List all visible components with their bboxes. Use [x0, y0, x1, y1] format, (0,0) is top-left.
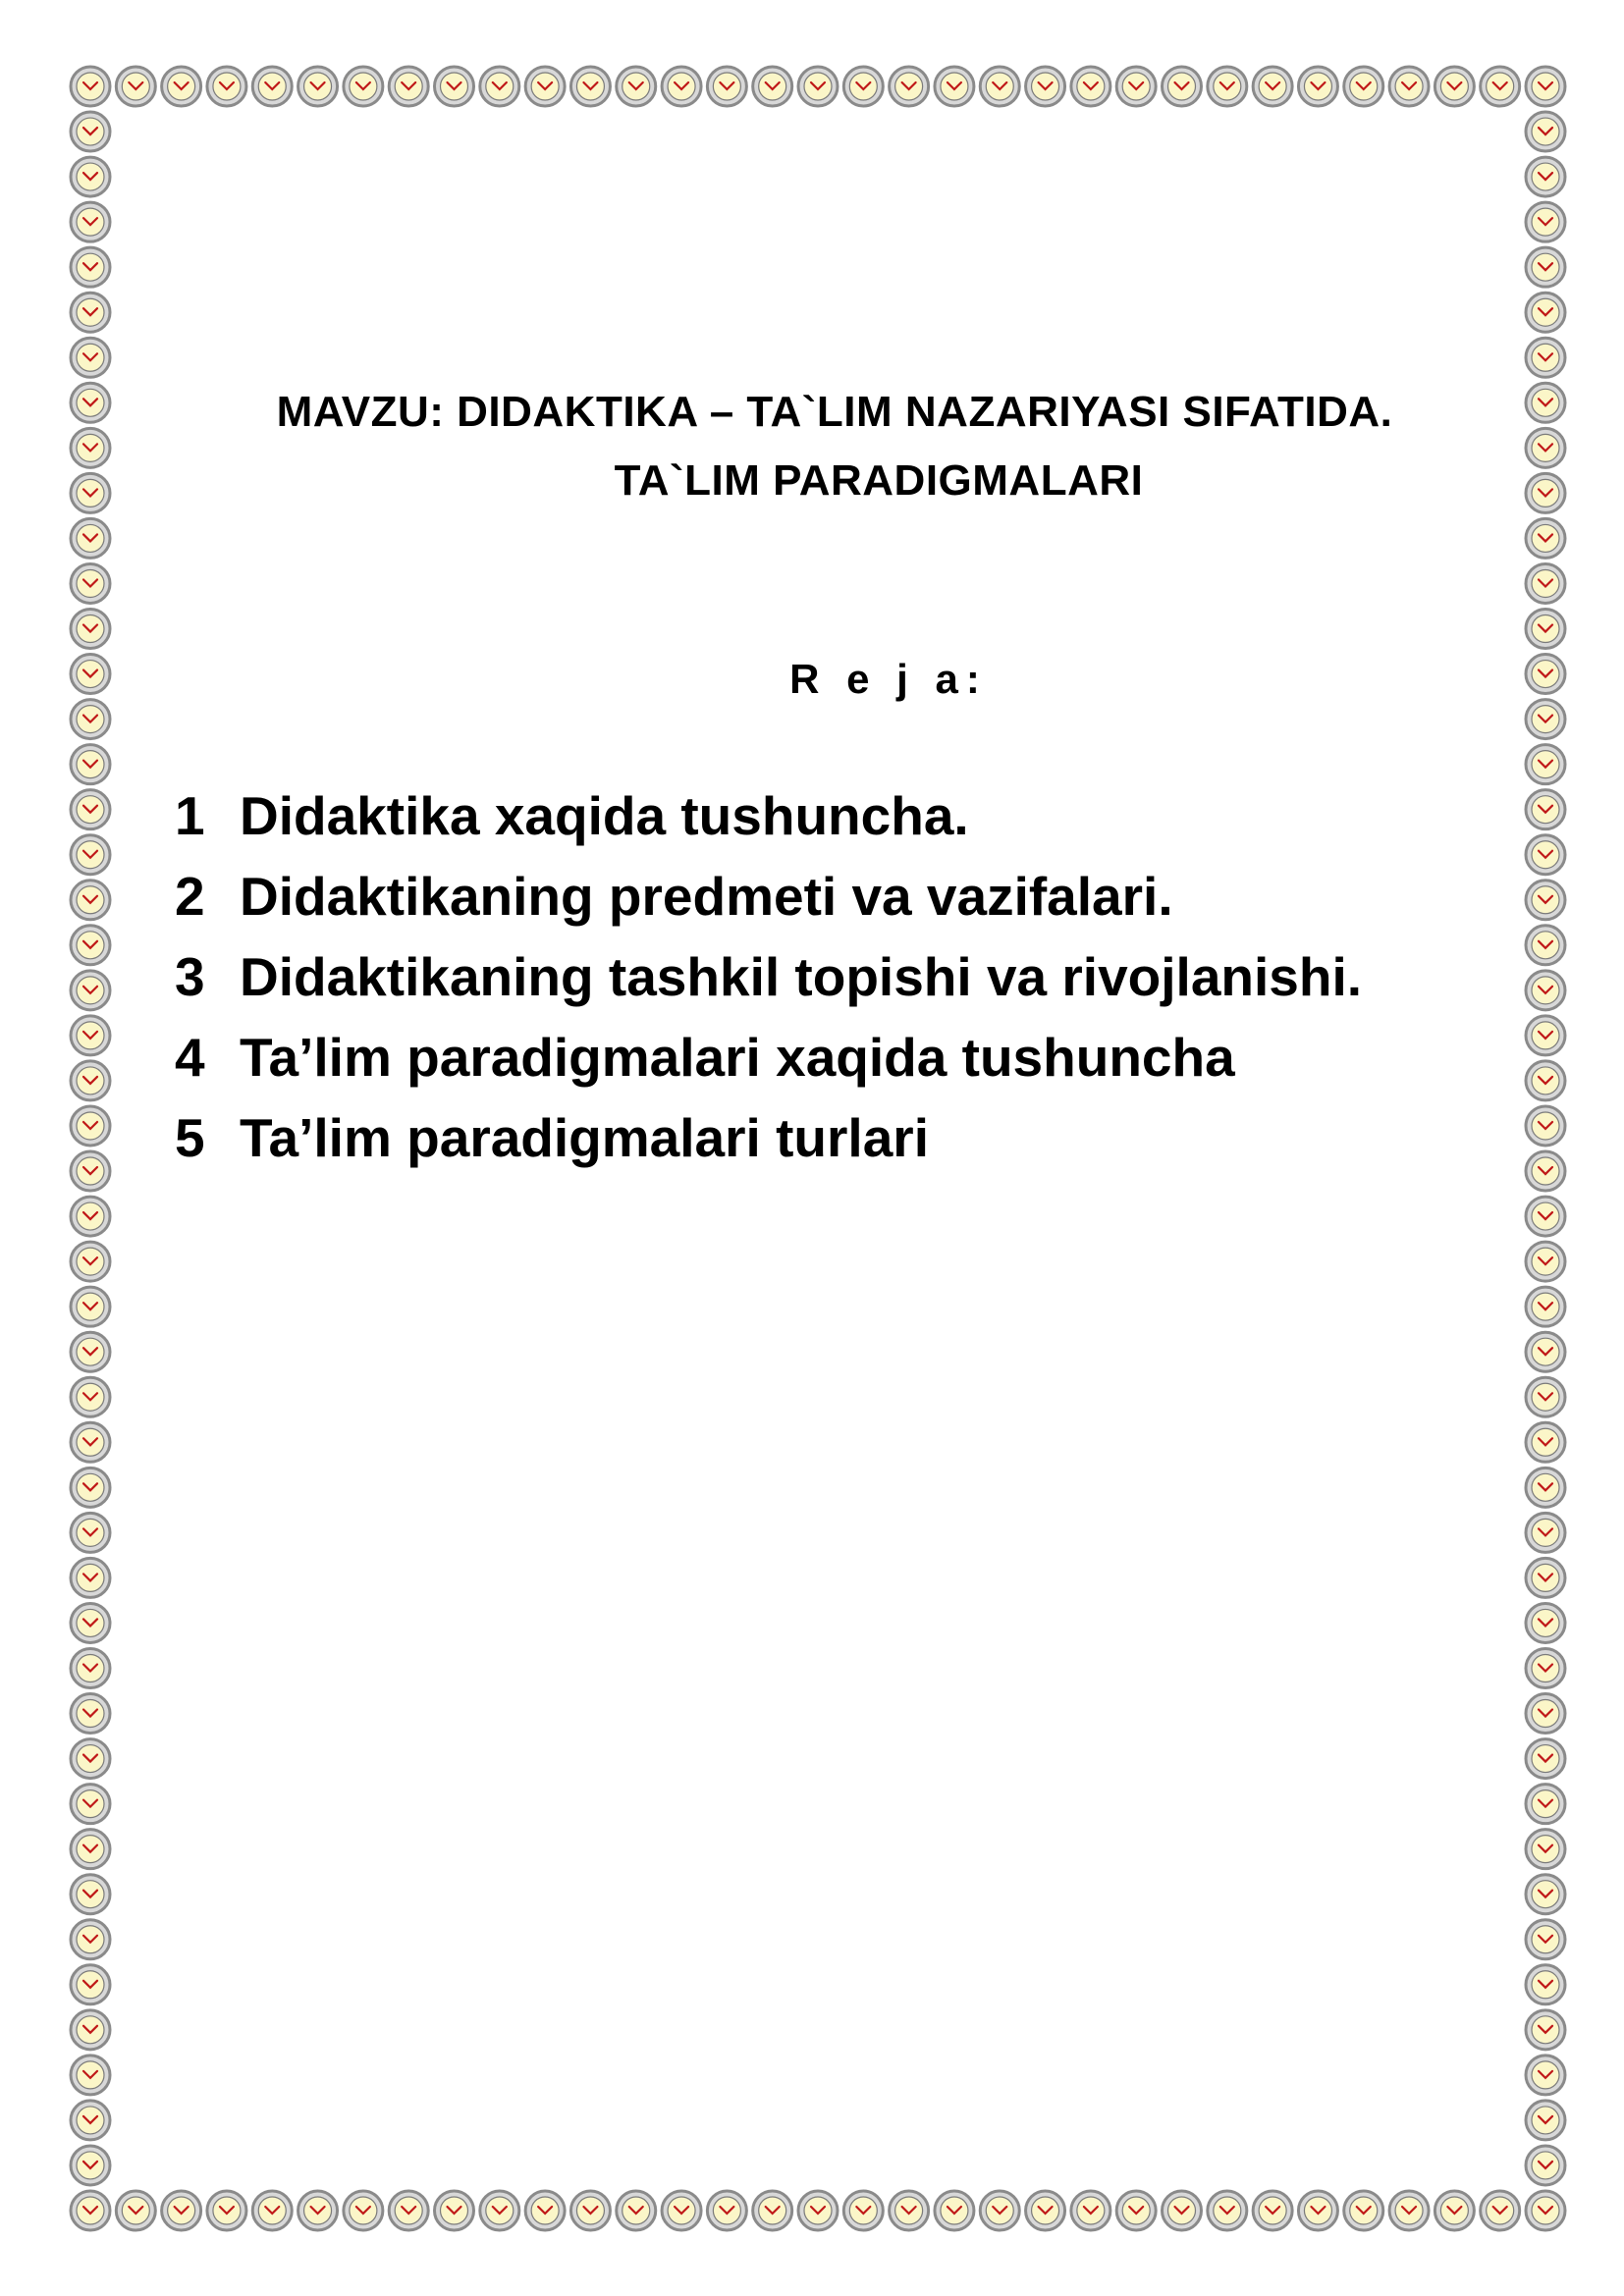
- clock-icon: [1526, 157, 1565, 196]
- clock-icon: [890, 67, 929, 106]
- clock-icon: [753, 2191, 792, 2230]
- document-title: [196, 378, 1473, 515]
- title-line-2: TA`LIM PARADIGMALARI: [614, 456, 1144, 505]
- clock-icon: [71, 1377, 110, 1416]
- clock-icon: [71, 1016, 110, 1055]
- clock-icon: [71, 1468, 110, 1507]
- plan-item-number: 4: [175, 1027, 205, 1088]
- clock-icon: [71, 247, 110, 287]
- clock-icon: [1526, 2010, 1565, 2050]
- clock-icon: [1026, 67, 1065, 106]
- clock-icon: [1389, 67, 1429, 106]
- clock-icon: [389, 67, 428, 106]
- clock-icon: [1526, 1965, 1565, 2004]
- clock-icon: [71, 1513, 110, 1552]
- clock-icon: [71, 67, 110, 106]
- clock-icon: [298, 2191, 338, 2230]
- clock-icon: [71, 1648, 110, 1687]
- clock-icon: [1481, 67, 1520, 106]
- clock-icon: [1389, 2191, 1429, 2230]
- clock-icon: [435, 67, 474, 106]
- clock-icon: [71, 1061, 110, 1100]
- clock-icon: [525, 67, 565, 106]
- plan-item-5: [175, 1097, 1451, 1178]
- clock-icon: [1526, 338, 1565, 377]
- clock-icon: [344, 67, 383, 106]
- clock-icon: [1344, 67, 1383, 106]
- clock-icon: [71, 2101, 110, 2140]
- clock-icon: [71, 2010, 110, 2050]
- clock-icon: [843, 67, 883, 106]
- clock-icon: [1526, 1377, 1565, 1416]
- clock-icon: [71, 700, 110, 739]
- clock-icon: [1526, 1875, 1565, 1914]
- title-line-1: MAVZU: DIDAKTIKA – TA`LIM NAZARIYASI SIFATIDA.: [276, 388, 1393, 436]
- clock-icon: [1526, 1739, 1565, 1779]
- clock-icon: [1526, 2101, 1565, 2140]
- clock-icon: [1526, 383, 1565, 422]
- plan-item-text: Ta’lim paradigmalari xaqida tushuncha: [240, 1027, 1235, 1088]
- plan-heading: R e j a:: [789, 656, 988, 702]
- clock-icon: [1208, 2191, 1247, 2230]
- clock-icon: [1526, 1422, 1565, 1462]
- clock-icon: [1526, 293, 1565, 332]
- clock-icon: [1526, 1151, 1565, 1191]
- clock-icon: [1526, 1785, 1565, 1824]
- clock-icon: [71, 1603, 110, 1642]
- clock-icon: [207, 67, 246, 106]
- clock-icon: [71, 202, 110, 241]
- clock-icon: [71, 1694, 110, 1734]
- clock-icon: [1481, 2191, 1520, 2230]
- plan-item-number: 2: [175, 866, 205, 927]
- clock-icon: [71, 112, 110, 151]
- clock-icon: [71, 1558, 110, 1597]
- clock-icon: [1526, 563, 1565, 603]
- clock-icon: [1526, 1830, 1565, 1869]
- clock-icon: [71, 1332, 110, 1371]
- clock-icon: [298, 67, 338, 106]
- clock-icon: [1526, 926, 1565, 965]
- plan-item-text: Didaktika xaqida tushuncha.: [240, 785, 969, 846]
- clock-icon: [753, 67, 792, 106]
- clock-icon: [71, 428, 110, 467]
- plan-item-number: 3: [175, 946, 205, 1007]
- clock-icon: [1526, 790, 1565, 829]
- clock-icon: [980, 67, 1019, 106]
- clock-icon: [116, 2191, 155, 2230]
- clock-icon: [71, 926, 110, 965]
- clock-icon: [1526, 247, 1565, 287]
- plan-item-3: [175, 936, 1451, 1017]
- clock-icon: [1526, 1558, 1565, 1597]
- clock-icon: [662, 2191, 701, 2230]
- clock-icon: [935, 2191, 974, 2230]
- clock-icon: [1298, 2191, 1337, 2230]
- clock-icon: [617, 67, 656, 106]
- clock-icon: [71, 610, 110, 649]
- clock-icon: [1526, 1513, 1565, 1552]
- clock-icon: [1526, 745, 1565, 784]
- plan-item-1: [175, 775, 1451, 856]
- clock-icon: [980, 2191, 1019, 2230]
- clock-icon: [71, 835, 110, 875]
- clock-icon: [1526, 610, 1565, 649]
- clock-icon: [71, 745, 110, 784]
- clock-icon: [252, 67, 292, 106]
- clock-icon: [71, 338, 110, 377]
- plan-item-number: 5: [175, 1107, 205, 1168]
- clock-icon: [71, 1422, 110, 1462]
- clock-icon: [617, 2191, 656, 2230]
- clock-icon: [1163, 2191, 1202, 2230]
- clock-icon: [162, 67, 201, 106]
- clock-icon: [71, 1875, 110, 1914]
- clock-icon: [1526, 1016, 1565, 1055]
- clock-icon: [1526, 700, 1565, 739]
- clock-icon: [71, 1920, 110, 1959]
- clock-icon: [162, 2191, 201, 2230]
- clock-icon: [71, 881, 110, 920]
- clock-icon: [1526, 1468, 1565, 1507]
- clock-icon: [707, 67, 746, 106]
- clock-icon: [1526, 1603, 1565, 1642]
- clock-icon: [480, 67, 519, 106]
- clock-icon: [71, 157, 110, 196]
- clock-icon: [1526, 1332, 1565, 1371]
- clock-icon: [344, 2191, 383, 2230]
- plan-item-text: Didaktikaning predmeti va vazifalari.: [240, 866, 1173, 927]
- clock-icon: [1526, 428, 1565, 467]
- clock-icon: [1344, 2191, 1383, 2230]
- plan-item-number: 1: [175, 785, 205, 846]
- clock-icon: [1526, 1061, 1565, 1100]
- clock-icon: [1163, 67, 1202, 106]
- clock-icon: [71, 971, 110, 1010]
- clock-icon: [843, 2191, 883, 2230]
- clock-icon: [71, 2191, 110, 2230]
- plan-item-text: Didaktikaning tashkil topishi va rivojlanishi.: [240, 946, 1363, 1007]
- clock-icon: [1526, 1920, 1565, 1959]
- clock-icon: [1298, 67, 1337, 106]
- clock-icon: [1526, 1287, 1565, 1326]
- plan-item-4: [175, 1017, 1451, 1097]
- clock-icon: [1253, 67, 1292, 106]
- plan-item-2: [175, 856, 1451, 936]
- clock-icon: [71, 518, 110, 558]
- clock-icon: [525, 2191, 565, 2230]
- clock-icon: [1253, 2191, 1292, 2230]
- clock-icon: [71, 1785, 110, 1824]
- clock-icon: [1071, 2191, 1110, 2230]
- clock-icon: [71, 1151, 110, 1191]
- clock-icon: [1026, 2191, 1065, 2230]
- clock-icon: [1116, 67, 1156, 106]
- clock-icon: [71, 563, 110, 603]
- clock-icon: [207, 2191, 246, 2230]
- clock-icon: [570, 2191, 610, 2230]
- clock-icon: [798, 67, 838, 106]
- plan-item-text: Ta’lim paradigmalari turlari: [240, 1107, 929, 1168]
- clock-icon: [1526, 881, 1565, 920]
- clock-icon: [662, 67, 701, 106]
- clock-icon: [71, 790, 110, 829]
- clock-icon: [1526, 1106, 1565, 1146]
- clock-icon: [1526, 473, 1565, 512]
- clock-icon: [116, 67, 155, 106]
- clock-icon: [71, 1965, 110, 2004]
- clock-icon: [252, 2191, 292, 2230]
- clock-icon: [707, 2191, 746, 2230]
- clock-icon: [1526, 1242, 1565, 1281]
- clock-icon: [71, 1739, 110, 1779]
- clock-icon: [71, 293, 110, 332]
- clock-icon: [1526, 971, 1565, 1010]
- clock-icon: [1526, 1648, 1565, 1687]
- clock-icon: [1116, 2191, 1156, 2230]
- clock-icon: [71, 2056, 110, 2095]
- clock-icon: [1526, 518, 1565, 558]
- clock-icon: [71, 2146, 110, 2185]
- clock-icon: [1526, 1197, 1565, 1236]
- clock-icon: [1435, 2191, 1474, 2230]
- clock-icon: [1208, 67, 1247, 106]
- clock-icon: [1526, 655, 1565, 694]
- clock-icon: [1435, 67, 1474, 106]
- clock-icon: [71, 1106, 110, 1146]
- clock-icon: [1526, 112, 1565, 151]
- clock-icon: [1526, 1694, 1565, 1734]
- clock-icon: [480, 2191, 519, 2230]
- clock-icon: [71, 655, 110, 694]
- clock-icon: [71, 1287, 110, 1326]
- clock-icon: [71, 1197, 110, 1236]
- clock-icon: [798, 2191, 838, 2230]
- clock-icon: [1071, 67, 1110, 106]
- clock-icon: [1526, 67, 1565, 106]
- clock-icon: [1526, 2191, 1565, 2230]
- clock-icon: [71, 1242, 110, 1281]
- clock-icon: [1526, 2146, 1565, 2185]
- clock-icon: [1526, 202, 1565, 241]
- clock-icon: [570, 67, 610, 106]
- plan-list: [175, 775, 1451, 1178]
- clock-icon: [389, 2191, 428, 2230]
- clock-icon: [71, 383, 110, 422]
- clock-icon: [1526, 835, 1565, 875]
- clock-icon: [935, 67, 974, 106]
- clock-icon: [435, 2191, 474, 2230]
- clock-icon: [71, 1830, 110, 1869]
- clock-icon: [1526, 2056, 1565, 2095]
- clock-icon: [71, 473, 110, 512]
- clock-icon: [890, 2191, 929, 2230]
